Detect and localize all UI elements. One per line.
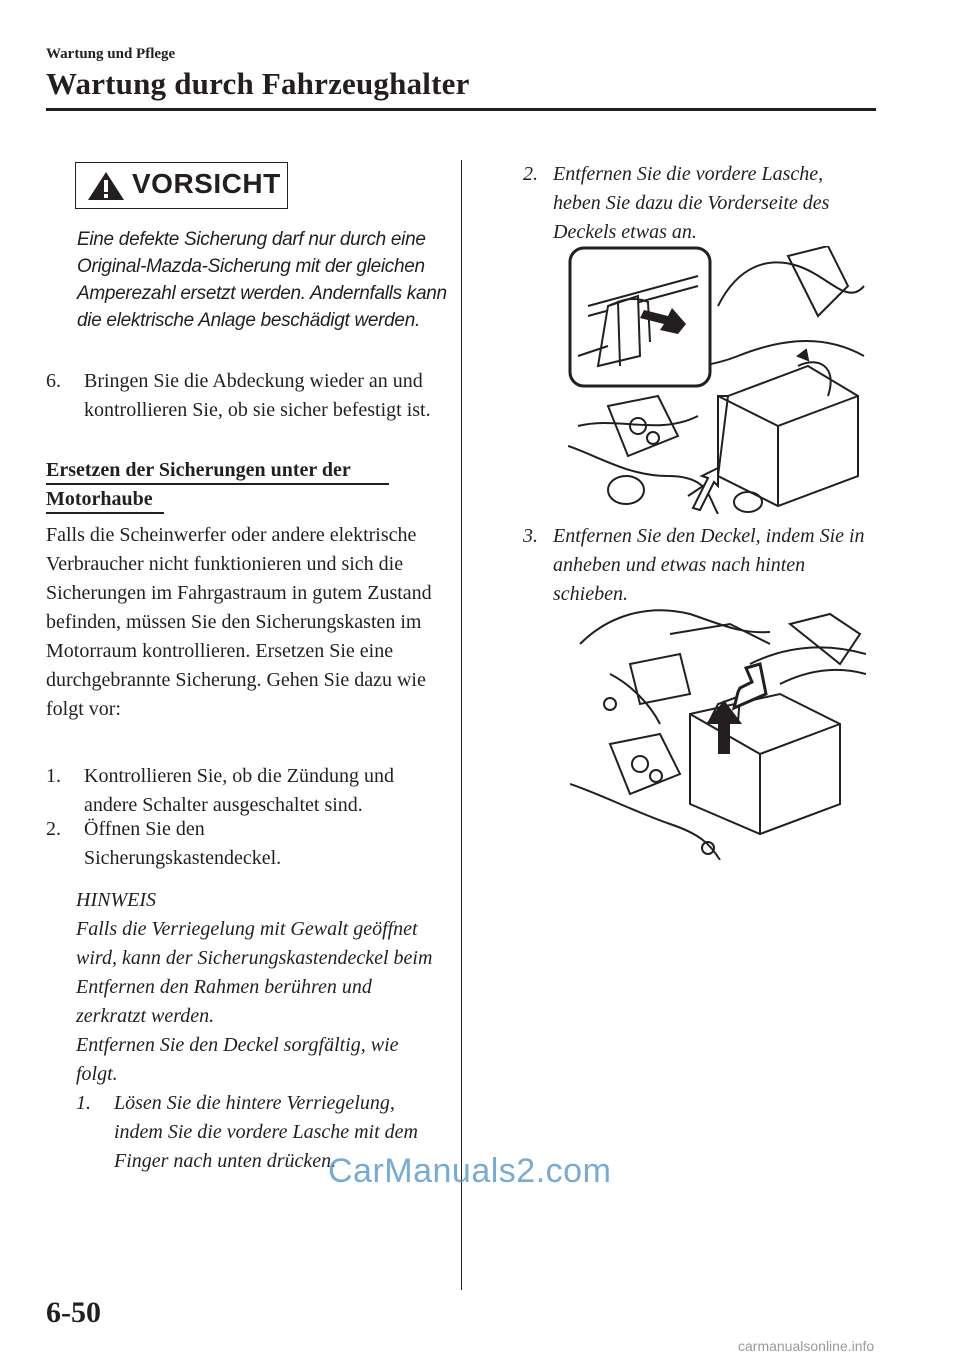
step-number: 6. <box>46 370 61 392</box>
intro-paragraph: Falls die Scheinwerfer oder andere elektrische Verbraucher nicht funktionieren und sich die Sicherungen im Fahrgastraum in gutem Zustand befinden, müssen Sie den Sicherungskasten im Motorraum kontrollieren. Ersetzen Sie eine durchgebrannte Sicherung. Gehen Sie dazu wie folgt vor: <box>46 524 432 720</box>
subheading-line-1: Ersetzen der Sicherungen unter der <box>46 459 351 481</box>
list-item-step-1 <box>46 762 446 820</box>
note-text: Falls die Verriegelung mit Gewalt geöffnet wird, kann der Sicherungskastendeckel beim Entfernen den Rahmen berühren und zerkratzt werden. <box>76 918 433 1027</box>
footer-watermark: carmanualsonline.info <box>738 1338 875 1354</box>
step-number: 3. <box>523 525 538 547</box>
fuse-box-illustration-2 <box>570 604 866 860</box>
step-text: Entfernen Sie die vordere Lasche, heben Sie dazu die Vorderseite des Deckels etwas an. <box>553 163 830 243</box>
warning-icon <box>86 170 126 202</box>
underline <box>46 512 164 514</box>
step-number: 1. <box>46 765 61 787</box>
step-number: 2. <box>46 818 61 840</box>
caution-box <box>75 162 288 209</box>
subheading-line-2: Motorhaube <box>46 488 153 510</box>
list-item-step-2 <box>46 815 446 873</box>
header-rule <box>46 108 876 111</box>
fuse-box-illustration-1 <box>568 246 866 514</box>
step-text: Kontrollieren Sie, ob die Zündung und andere Schalter ausgeschaltet sind. <box>84 765 394 816</box>
step-number: 2. <box>523 163 538 185</box>
watermark: CarManuals2.com <box>328 1152 612 1190</box>
underline <box>46 483 389 485</box>
list-item-step-2-right <box>523 160 873 247</box>
sub-text: Lösen Sie die hintere Verriegelung, indem Sie die vordere Lasche mit dem Finger nach unten drücken. <box>114 1092 418 1172</box>
column-divider <box>461 160 462 1290</box>
note-block <box>76 886 436 1176</box>
page-title: Wartung durch Fahrzeughalter <box>46 66 470 101</box>
page-number: 6-50 <box>46 1296 101 1329</box>
step-text: Öffnen Sie den Sicherungskastendeckel. <box>84 818 282 869</box>
sub-number: 1. <box>76 1092 91 1114</box>
section-label: Wartung und Pflege <box>46 46 176 62</box>
caution-text: Eine defekte Sicherung darf nur durch eine Original-Mazda-Sicherung mit der gleichen Amperezahl ersetzt werden. Andernfalls kann die elektrische Anlage beschädigt werden. <box>77 229 447 331</box>
caution-label: VORSICHT <box>132 168 281 199</box>
note-heading: HINWEIS <box>76 889 156 911</box>
list-item-step-6 <box>46 367 446 425</box>
step-text: Bringen Sie die Abdeckung wieder an und kontrollieren Sie, ob sie sicher befestigt ist. <box>84 370 431 421</box>
step-text: Entfernen Sie den Deckel, indem Sie in anheben und etwas nach hinten schieben. <box>553 525 865 605</box>
note-text: Entfernen Sie den Deckel sorgfältig, wie folgt. <box>76 1034 399 1085</box>
subheading <box>46 456 446 514</box>
list-item-step-3-right <box>523 522 873 609</box>
